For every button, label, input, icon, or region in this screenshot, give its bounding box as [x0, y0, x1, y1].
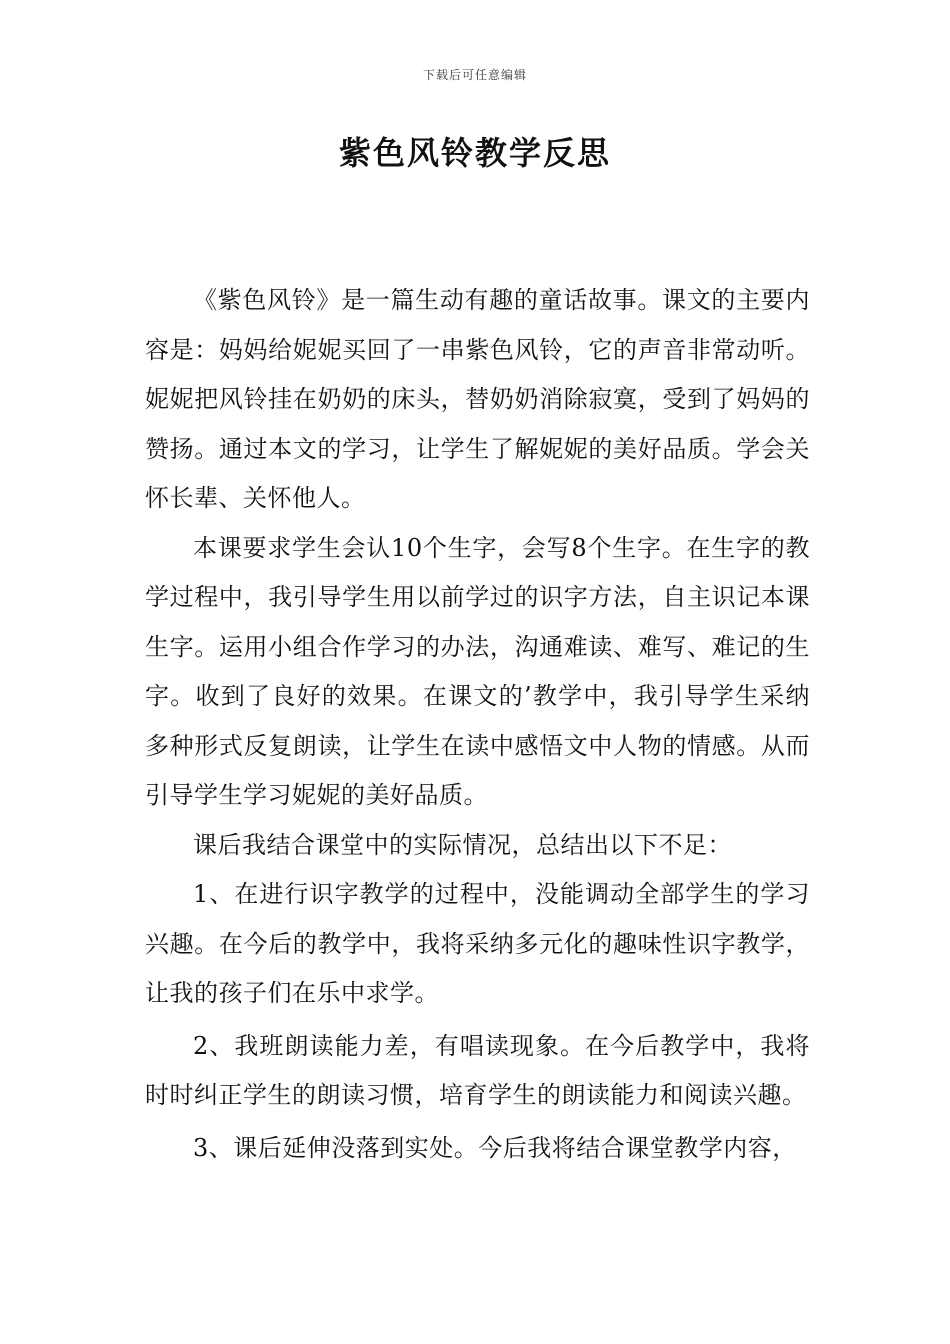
document-body — [145, 276, 810, 1173]
document-title: 紫色风铃教学反思 — [338, 134, 611, 172]
page-header-note: 下载后可任意编辑 — [422, 68, 527, 82]
paragraph-point-2: 2、我班朗读能力差，有唱读现象。在今后教学中，我将时时纠正学生的朗读习惯，培育学生的朗读能力和阅读兴趣。 — [145, 1031, 810, 1109]
paragraph-point-1: 1、在进行识字教学的过程中，没能调动全部学生的学习兴趣。在今后的教学中，我将采纳多元化的趣味性识字教学，让我的孩子们在乐中求学。 — [145, 880, 810, 1007]
paragraph-teaching: 本课要求学生会认10个生字，会写8个生字。在生字的教学过程中，我引导学生用以前学过的识字方法，自主识记本课生字。运用小组合作学习的办法，沟通难读、难写、难记的生字。收到了良好的效果。在课文的’教学中，我引导学生采纳多种形式反复朗读，让学生在读中感悟文中人物的情感。从而引导学生学习妮妮的美好品质。 — [145, 533, 810, 809]
paragraph-point-3: 3、课后延伸没落到实处。今后我将结合课堂教学内容， — [193, 1133, 797, 1162]
paragraph-summary-lead: 课后我结合课堂中的实际情况，总结出以下不足： — [193, 830, 732, 859]
paragraph-intro: 《紫色风铃》是一篇生动有趣的童话故事。课文的主要内容是：妈妈给妮妮买回了一串紫色风铃，它的声音非常动听。妮妮把风铃挂在奶奶的床头，替奶奶消除寂寞，受到了妈妈的赞扬。通过本文的学习，让学生了解妮妮的美好品质。学会关怀长辈、关怀他人。 — [145, 286, 810, 512]
